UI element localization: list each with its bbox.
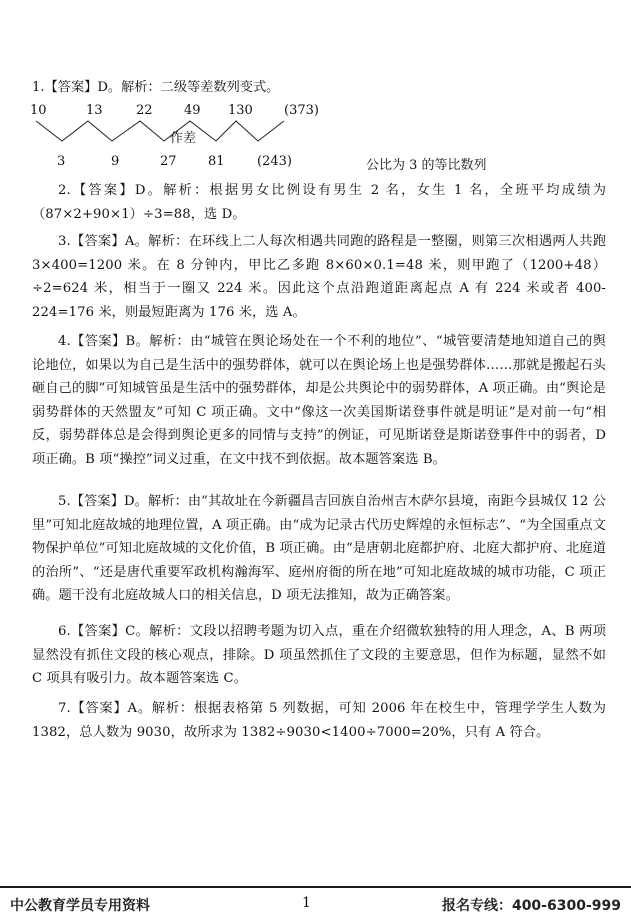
answer-2: 2.【答案】D。解析：根据男女比例设有男生 2 名，女生 1 名，全班平均成绩为（87×2+90×1）÷3=88，选 D。 xyxy=(32,183,606,222)
answer-4: 4.【答案】B。解析：由“城管在舆论场处在一个不利的地位”、“城管要清楚地知道自己的舆论地位，如果以为自己是生活中的强势群体，就可以在舆论场上也是强势群体……那就是搬起石头砸自己的脚”可知城管虽是生活中的强势群体，却是公共舆论中的弱势群体，A 项正确。由“舆论是弱势群体的天然盟友”可知 C 项正确。文中“像这一次美国斯诺登事件就是明证”是对前一句“相反，弱势群体总是会得到舆论更多的同情与支持”的例证，可见斯诺登是斯诺登事件中的弱者，D 项正确。B 项“操控”词义过重，在文中找不到依据。故本题答案选 B。 xyxy=(32,334,606,467)
q1-ratio-note: 公比为 3 的等比数列 xyxy=(366,158,487,173)
answer-5: 5.【答案】D。解析：由“其故址在今新疆昌吉回族自治州吉木萨尔县境，南距今县城仅 12 公里”可知北庭故城的地理位置，A 项正确。由“成为记录古代历史辉煌的永恒标志”、“为全国重点文物保护单位”可知北庭故城的文化价值，B 项正确。由“是唐朝北庭都护府、北庭大都护府、北庭道的治所”、“还是唐代重要军政机构瀚海军、庭州府衙的所在地”可知北庭故城的城市功能，C 项正确。题干没有北庭故城人口的相关信息，D 项无法推知，故为正确答案。 xyxy=(32,494,606,604)
seq-top-2: 13 xyxy=(86,103,103,118)
seq-top-1: 10 xyxy=(30,103,47,118)
difference-zigzag xyxy=(0,0,631,180)
footer-brand: 中公教育学员专用资料 xyxy=(10,898,150,914)
q1-middle-label: 作差 xyxy=(170,131,197,146)
seq-top-3: 22 xyxy=(136,103,153,118)
footer-divider xyxy=(0,886,631,888)
seq-top-6: (373) xyxy=(284,103,319,118)
seq-bottom-4: 81 xyxy=(208,154,225,169)
answer-3: 3.【答案】A。解析：在环线上二人每次相遇共同跑的路程是一整圈，则第三次相遇两人共跑 3×400=1200 米。在 8 分钟内，甲比乙多跑 8×60×0.1=48 米，则甲跑了（1200+48）÷2=624 米，相当于一圈又 224 米。因此这个点沿跑道距离起点 A 有 224 米或者 400-224=176 米，则最短距离为 176 米，选 A。 xyxy=(32,234,606,320)
footer-hotline: 报名专线：400-6300-999 xyxy=(441,898,621,914)
seq-bottom-1: 3 xyxy=(57,154,66,169)
seq-bottom-2: 9 xyxy=(111,154,120,169)
q1-intro: 1.【答案】D。解析：二级等差数列变式。 xyxy=(32,80,280,95)
seq-top-4: 49 xyxy=(184,103,201,118)
seq-bottom-3: 27 xyxy=(160,154,177,169)
page-number: 1 xyxy=(302,895,311,911)
seq-bottom-5: (243) xyxy=(257,154,292,169)
answer-6: 6.【答案】C。解析：文段以招聘考题为切入点，重在介绍微软独特的用人理念，A、B 两项显然没有抓住文段的核心观点，排除。D 项虽然抓住了文段的主要意思，但作为标题，显然不如 C 项具有吸引力。故本题答案选 C。 xyxy=(32,624,606,687)
seq-top-5: 130 xyxy=(228,103,253,118)
answer-7: 7.【答案】A。解析：根据表格第 5 列数据，可知 2006 年在校生中，管理学学生人数为 1382，总人数为 9030，故所求为 1382÷9030<1400÷7000=20%，只有 A 符合。 xyxy=(32,701,606,740)
page-footer xyxy=(0,886,631,923)
